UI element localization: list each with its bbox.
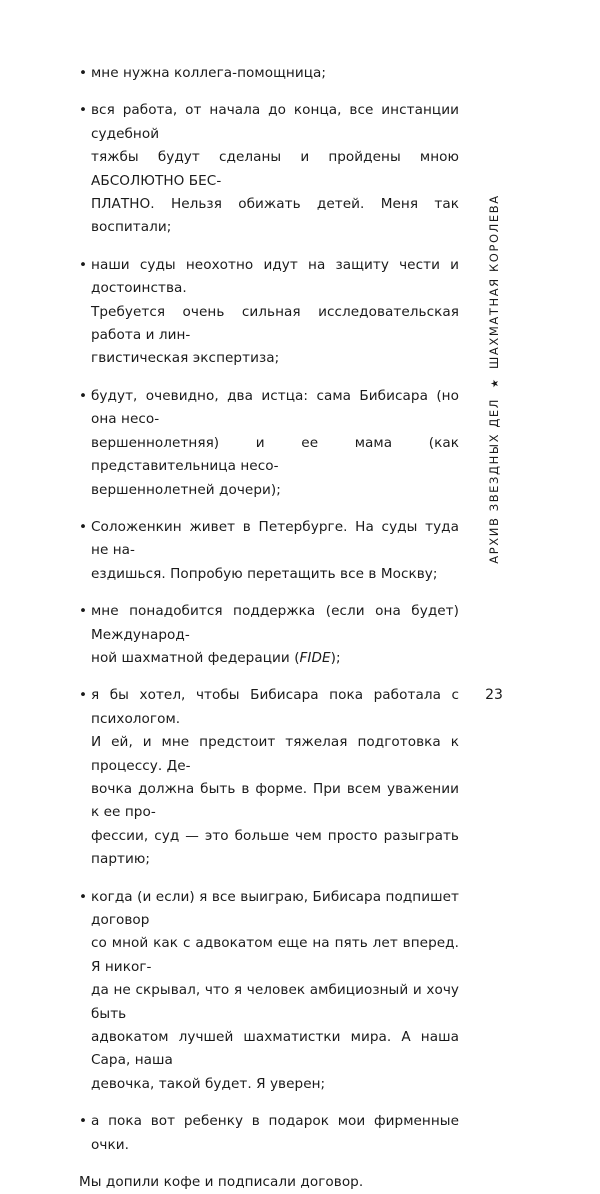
bullet-line: И ей, и мне предстоит тяжелая подготовка к процессу. Де- [91, 734, 459, 774]
bullet-line: гвистическая экспертиза; [91, 350, 280, 367]
bullet-line: да не скрывал, что я человек амбициозный и хочу быть [91, 982, 459, 1022]
bullet-line: ПЛАТНО. Нельзя обижать детей. Меня так воспитали; [91, 196, 459, 236]
page-number: 23 [485, 687, 503, 703]
bullet-item [79, 516, 459, 586]
bullet-item [79, 99, 459, 239]
bullet-item [79, 385, 459, 502]
bullet-line: адвокатом лучшей шахматистки мира. А наша Сара, наша [91, 1029, 459, 1069]
bullet-line: вочка должна быть в форме. При всем уважении к ее про- [91, 780, 459, 821]
bullet-item [79, 254, 459, 371]
running-head-series: АРХИВ ЗВЕЗДНЫХ ДЕЛ [487, 397, 501, 564]
bullet-line: • вся работа, от начала до конца, все инстанции судебной [91, 102, 459, 142]
bullet-line: вершеннолетняя) и ее мама (как представительница несо- [91, 434, 459, 475]
bullet-line-suffix: ); [330, 649, 341, 666]
running-head [484, 194, 504, 564]
bullet-line: • будут, очевидно, два истца: сама Бибисара (но она несо- [91, 387, 459, 428]
bullet-line: девочка, такой будет. Я уверен; [91, 1075, 326, 1092]
fide-abbreviation: FIDE [299, 649, 331, 666]
bullet-line: ездишься. Попробую перетащить все в Москву; [91, 565, 438, 582]
star-icon: ★ [490, 378, 501, 388]
bullet-line: тяжбы будут сделаны и пройдены мною АБСОЛЮТНО БЕС- [91, 149, 459, 189]
closing-paragraph: Мы допили кофе и подписали договор. [79, 1174, 364, 1191]
bullet-line: • мне нужна коллега-помощница; [91, 65, 327, 81]
bullet-line-prefix: ной шахматной федерации ( [91, 649, 300, 666]
bullet-line: вершеннолетней дочери); [91, 481, 281, 498]
bullet-line: со мной как с адвокатом еще на пять лет вперед. Я никог- [91, 935, 459, 975]
bullet-line: • когда (и если) я все выиграю, Бибисара подпишет договор [91, 888, 459, 928]
bullet-list [79, 62, 459, 1157]
bullet-item [79, 886, 459, 1097]
bullet-line: • а пока вот ребенку в подарок мои фирменные очки. [91, 1113, 459, 1153]
bullet-item [79, 62, 459, 85]
bullet-item [79, 1110, 459, 1157]
running-head-title: ШАХМАТНАЯ КОРОЛЕВА [487, 194, 501, 369]
bullet-line: фессии, суд — это больше чем просто разыграть партию; [91, 827, 459, 868]
body-text [79, 62, 459, 1194]
bullet-item [79, 600, 459, 670]
bullet-line: • я бы хотел, чтобы Бибисара пока работала с психологом. [91, 687, 459, 727]
bullet-line: Требуется очень сильная исследовательская работа и лин- [91, 303, 459, 344]
bullet-line: • мне понадобится поддержка (если она будет) Международ- [91, 603, 459, 643]
bullet-item [79, 684, 459, 871]
bullet-line [91, 647, 459, 670]
bullet-line: • наши суды неохотно идут на защиту чести и достоинства. [91, 256, 459, 297]
bullet-line: • Соложенкин живет в Петербурге. На суды туда не на- [91, 518, 459, 559]
